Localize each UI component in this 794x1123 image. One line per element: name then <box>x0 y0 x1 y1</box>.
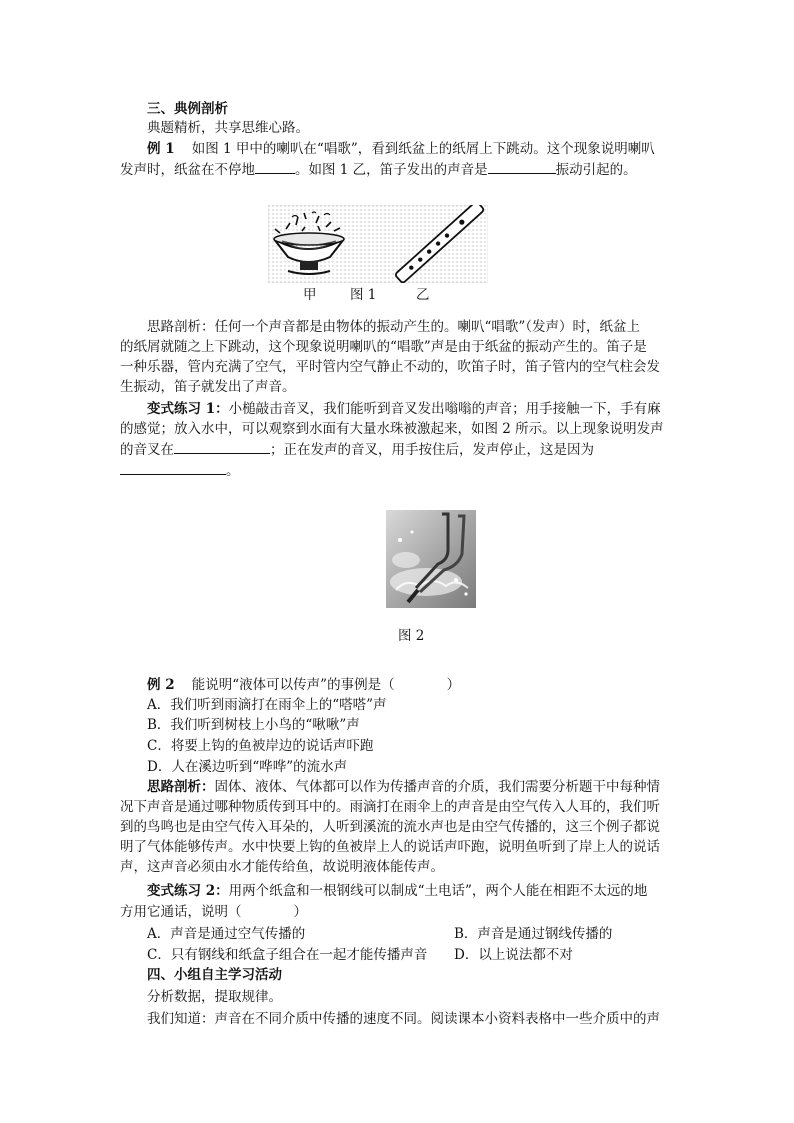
answer-blank[interactable] <box>174 440 270 454</box>
figure-2-caption: 图 2 <box>398 628 425 644</box>
analysis-2-label: 思路剖析： <box>147 779 215 795</box>
section-heading: 三、典例剖析 <box>147 101 228 117</box>
option-b: B．我们听到树枝上小鸟的“啾啾”声 <box>147 717 360 733</box>
analysis-1-line: 生振动，笛子就发出了声音。 <box>120 379 296 395</box>
variant-1-line-2: 的感觉；放入水中，可以观察到水面有大量水珠被激起来，如图 2 所示。以上现象说明发声 <box>120 421 664 437</box>
section-heading: 四、小组自主学习活动 <box>147 967 282 983</box>
answer-blank[interactable] <box>120 461 226 475</box>
option-d: D．人在溪边听到“哗哗”的流水声 <box>147 759 348 775</box>
variant-2-label: 变式练习 2： <box>147 883 229 899</box>
example-2-question: 例 2 能说明“液体可以传声”的事例是（ ） <box>147 677 461 693</box>
analysis-1-line: 思路剖析：任何一个声音都是由物体的振动产生的。喇叭“唱歌”（发声）时，纸盆上 <box>147 319 641 335</box>
figure-1-left-label: 甲 <box>303 287 317 303</box>
option-b: B．声音是通过钢线传播的 <box>454 926 613 942</box>
analysis-1-line: 一种乐器，管内充满了空气，平时管内空气静止不动的，吹笛子时，笛子管内的空气柱会发 <box>120 359 660 375</box>
section-intro: 典题精析，共享思维心路。 <box>147 120 309 136</box>
figure-1-right-label: 乙 <box>416 287 430 303</box>
option-a: A．声音是通过空气传播的 <box>147 926 306 942</box>
option-c: C．只有钢线和纸盒子组合在一起才能传播声音 <box>147 947 428 963</box>
variant-1-line-1: 变式练习 1：小槌敲击音叉，我们能听到音叉发出嗡嗡的声音；用手接触一下，手有麻 <box>147 401 661 417</box>
option-a: A．我们听到雨滴打在雨伞上的“嗒嗒”声 <box>147 697 387 713</box>
variant-2-line-2: 方用它通话，说明（ ） <box>120 904 307 920</box>
option-c: C．将要上钩的鱼被岸边的说话声吓跑 <box>147 738 374 754</box>
analysis-1-line: 的纸屑就随之上下跳动，这个现象说明喇叭的“唱歌”声是由于纸盆的振动产生的。笛子是 <box>120 339 647 355</box>
example-1-line-2: 发声时，纸盆在不停地 。如图 1 乙，笛子发出的声音是 振动引起的。 <box>120 162 637 178</box>
analysis-2-line: 声，这声音必须由水才能传给鱼，故说明液体能传声。 <box>120 859 444 875</box>
section-4-line-1: 我们知道：声音在不同介质中传播的速度不同。阅读课本小资料表格中一些介质中的声 <box>147 1011 660 1027</box>
analysis-2-line: 思路剖析：固体、液体、气体都可以作为传播声音的介质，我们需要分析题干中每种情 <box>147 779 660 795</box>
section-intro: 分析数据，提取规律。 <box>147 989 282 1005</box>
answer-blank[interactable] <box>255 160 295 174</box>
analysis-2-line: 明了气体能够传声。水中快要上钩的鱼被岸上人的说话声吓跑，说明鱼听到了岸上人的说话 <box>120 839 660 855</box>
answer-blank[interactable] <box>488 160 556 174</box>
option-d: D．以上说法都不对 <box>454 947 573 963</box>
figure-1-image <box>268 205 488 283</box>
figure-1-caption: 图 1 <box>350 287 377 303</box>
variant-1-line-4: 。 <box>120 461 240 480</box>
example-1-label: 例 1 <box>147 141 175 157</box>
analysis-2-line: 到的鸟鸣也是由空气传入耳朵的，人听到溪流的流水声也是由空气传播的，这三个例子都说 <box>120 819 660 835</box>
variant-1-label: 变式练习 1： <box>147 401 229 417</box>
analysis-2-line: 况下声音是通过哪种物质传到耳中的。雨滴打在雨伞上的声音是由空气传入人耳的，我们听 <box>120 799 660 815</box>
figure-2-image <box>386 510 476 608</box>
example-1-line-1: 例 1 如图 1 甲中的喇叭在“唱歌”，看到纸盆上的纸屑上下跳动。这个现象说明喇叭 <box>147 141 655 157</box>
variant-1-line-3: 的音叉在 ；正在发声的音叉，用手按住后，发声停止，这是因为 <box>120 442 594 458</box>
example-2-label: 例 2 <box>147 677 175 693</box>
variant-2-line-1: 变式练习 2：用两个纸盒和一根钢线可以制成“土电话”，两个人能在相距不太远的地 <box>147 883 648 899</box>
